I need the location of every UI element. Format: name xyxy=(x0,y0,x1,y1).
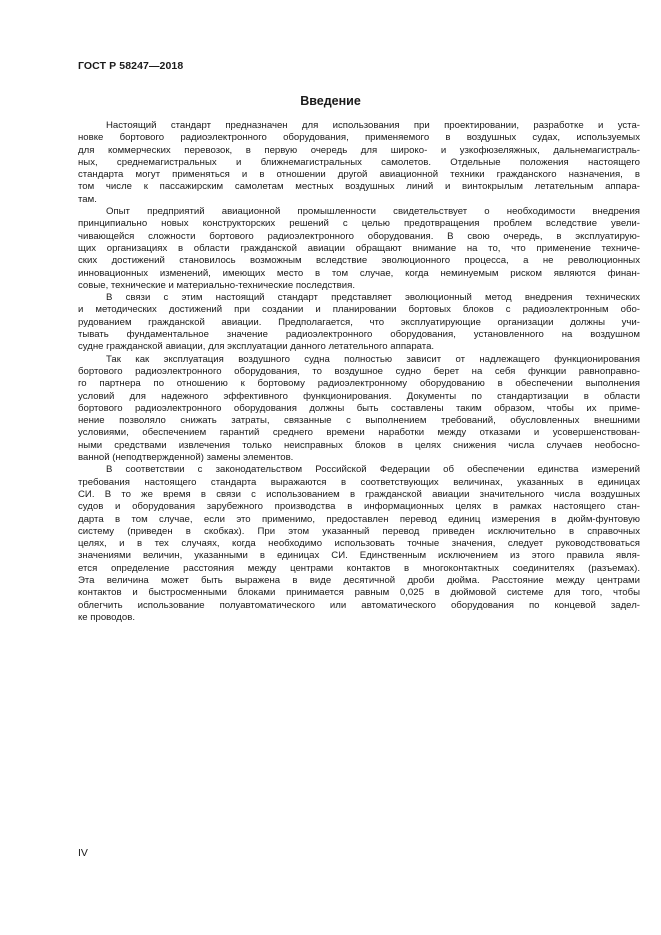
text-line: новке бортового радиоэлектронного оборудования, применяемого в воздушных судах, используемых xyxy=(78,132,640,144)
text-line: инновационных изменений, имеющих место в том случае, когда неминуемым риском являются финан- xyxy=(78,267,640,279)
text-line: ных, среднемагистральных и ближнемагистральных самолетов. Отдельные положения настоящего xyxy=(78,156,640,168)
text-line: рудованием гражданской авиации. Предполагается, что эксплуатирующие организации должны учи- xyxy=(78,316,640,328)
text-line: Эта величина может быть выражена в виде десятичной дроби дюйма. Расстояние между центрами xyxy=(78,574,640,586)
text-line: условий для надежного эффективного функционирования. Документы по стандартизации в области xyxy=(78,390,640,402)
text-line: судов и оборудования зарубежного производства в информационных целях в рамках настоящего стан- xyxy=(78,501,640,513)
text-line: В связи с этим настоящий стандарт представляет эволюционный метод внедрения технических xyxy=(106,292,640,304)
page-number: IV xyxy=(78,847,88,859)
text-line: нение позволяло снижать затраты, связанные с выполнением требований, обусловленных внешними xyxy=(78,415,640,427)
text-line: щих организациях в области гражданской авиации обращают внимание на то, что применение техниче- xyxy=(78,242,640,254)
text-line: го партнера по отношению к бортовому радиоэлектронному оборудованию в обеспечении выполнения xyxy=(78,378,640,390)
text-line: ке проводов. xyxy=(78,611,135,623)
text-line: для коммерческих перевозок, в первую очередь для широко- и узкофюзеляжных, дальнемагистраль- xyxy=(78,144,640,156)
text-line: совые, технические и материально-технические последствия. xyxy=(78,279,355,291)
text-line: том числе к пассажирским самолетам местных воздушных линий и винтокрылым летательным аппара- xyxy=(78,181,640,193)
text-line: значениями величин, указанными в единицах СИ. Единственным исключением из этого правила явля- xyxy=(78,550,640,562)
text-line: бортового радиоэлектронного оборудования должны быть составлены таким образом, чтобы их приме- xyxy=(78,402,640,414)
text-line: требования настоящего стандарта выражаются в соответствующих величинах, указанных в единицах xyxy=(78,476,640,488)
text-line: чивающейся сложности бортового радиоэлектронного оборудования. В свою очередь, в эксплуатирую- xyxy=(78,230,640,242)
text-line: ными средствами извлечения только неисправных блоков в целях снижения числа случаев необосно- xyxy=(78,439,640,451)
text-line: дарта в том случае, если это применимо, предоставлен перевод единиц измерения в дюйм-фунтовую xyxy=(78,513,640,525)
section-title: Введение xyxy=(300,94,361,108)
text-line: Настоящий стандарт предназначен для использования при проектировании, разработке и уста- xyxy=(106,120,640,131)
text-line: целях, и в тех случаях, когда необходимо использовать точные значения, следует руководствоваться xyxy=(78,538,640,550)
text-line: СИ. В то же время в связи с использованием в гражданской авиации значительного числа воздушных xyxy=(78,488,640,500)
text-line: условиями, обеспечением гарантий среднего времени наработки между отказами и усовершенствован- xyxy=(78,427,640,439)
text-line: тывать фундаментальное значение радиоэлектронного оборудования, установленного на воздушном xyxy=(78,329,640,341)
text-line: Опыт предприятий авиационной промышленности свидетельствует о необходимости внедрения xyxy=(106,206,640,218)
text-line: В соответствии с законодательством Российской Федерации об обеспечении единства измерений xyxy=(106,464,640,476)
text-line: бортового радиоэлектронного оборудования, то воздушное судно берет на себя функции равноправно- xyxy=(78,365,640,377)
text-line: ется определение расстояния между центрами контактов в многоконтактных соединителях (разъемах). xyxy=(78,562,640,574)
text-line: судне гражданской авиации, для эксплуатации данного летательного аппарата. xyxy=(78,341,435,353)
text-line: систему (приведен в скобках). При этом указанный перевод приведен исключительно в справочных xyxy=(78,525,640,537)
text-line: ских достижений становилось возможным вследствие эволюционного процесса, а не революционных xyxy=(78,255,640,267)
document-header: ГОСТ Р 58247—2018 xyxy=(78,60,184,72)
text-line: там. xyxy=(78,193,97,205)
text-line: ванной (неподтвержденной) замены элементов. xyxy=(78,452,294,464)
text-line: Так как эксплуатация воздушного судна полностью зависит от надлежащего функционирования xyxy=(106,353,640,365)
text-line: стандарта могут применяться и в отношении другой авиационной техники гражданского назначения, в xyxy=(78,169,640,181)
text-line: облегчить использование полуавтоматического или автоматического оборудования по концевой задел- xyxy=(78,599,640,611)
text-line: и методических достижений при создании и планировании бортовых блоков с радиоэлектронным обо- xyxy=(78,304,640,316)
text-line: контактов и быстросменными блоками принимается равным 0,025 в дюймовой системе для того, чтобы xyxy=(78,587,640,599)
body-text xyxy=(78,120,640,624)
text-line: принципиально новых конструкторских решений с целью предотвращения проблем вследствие увели- xyxy=(78,218,640,230)
